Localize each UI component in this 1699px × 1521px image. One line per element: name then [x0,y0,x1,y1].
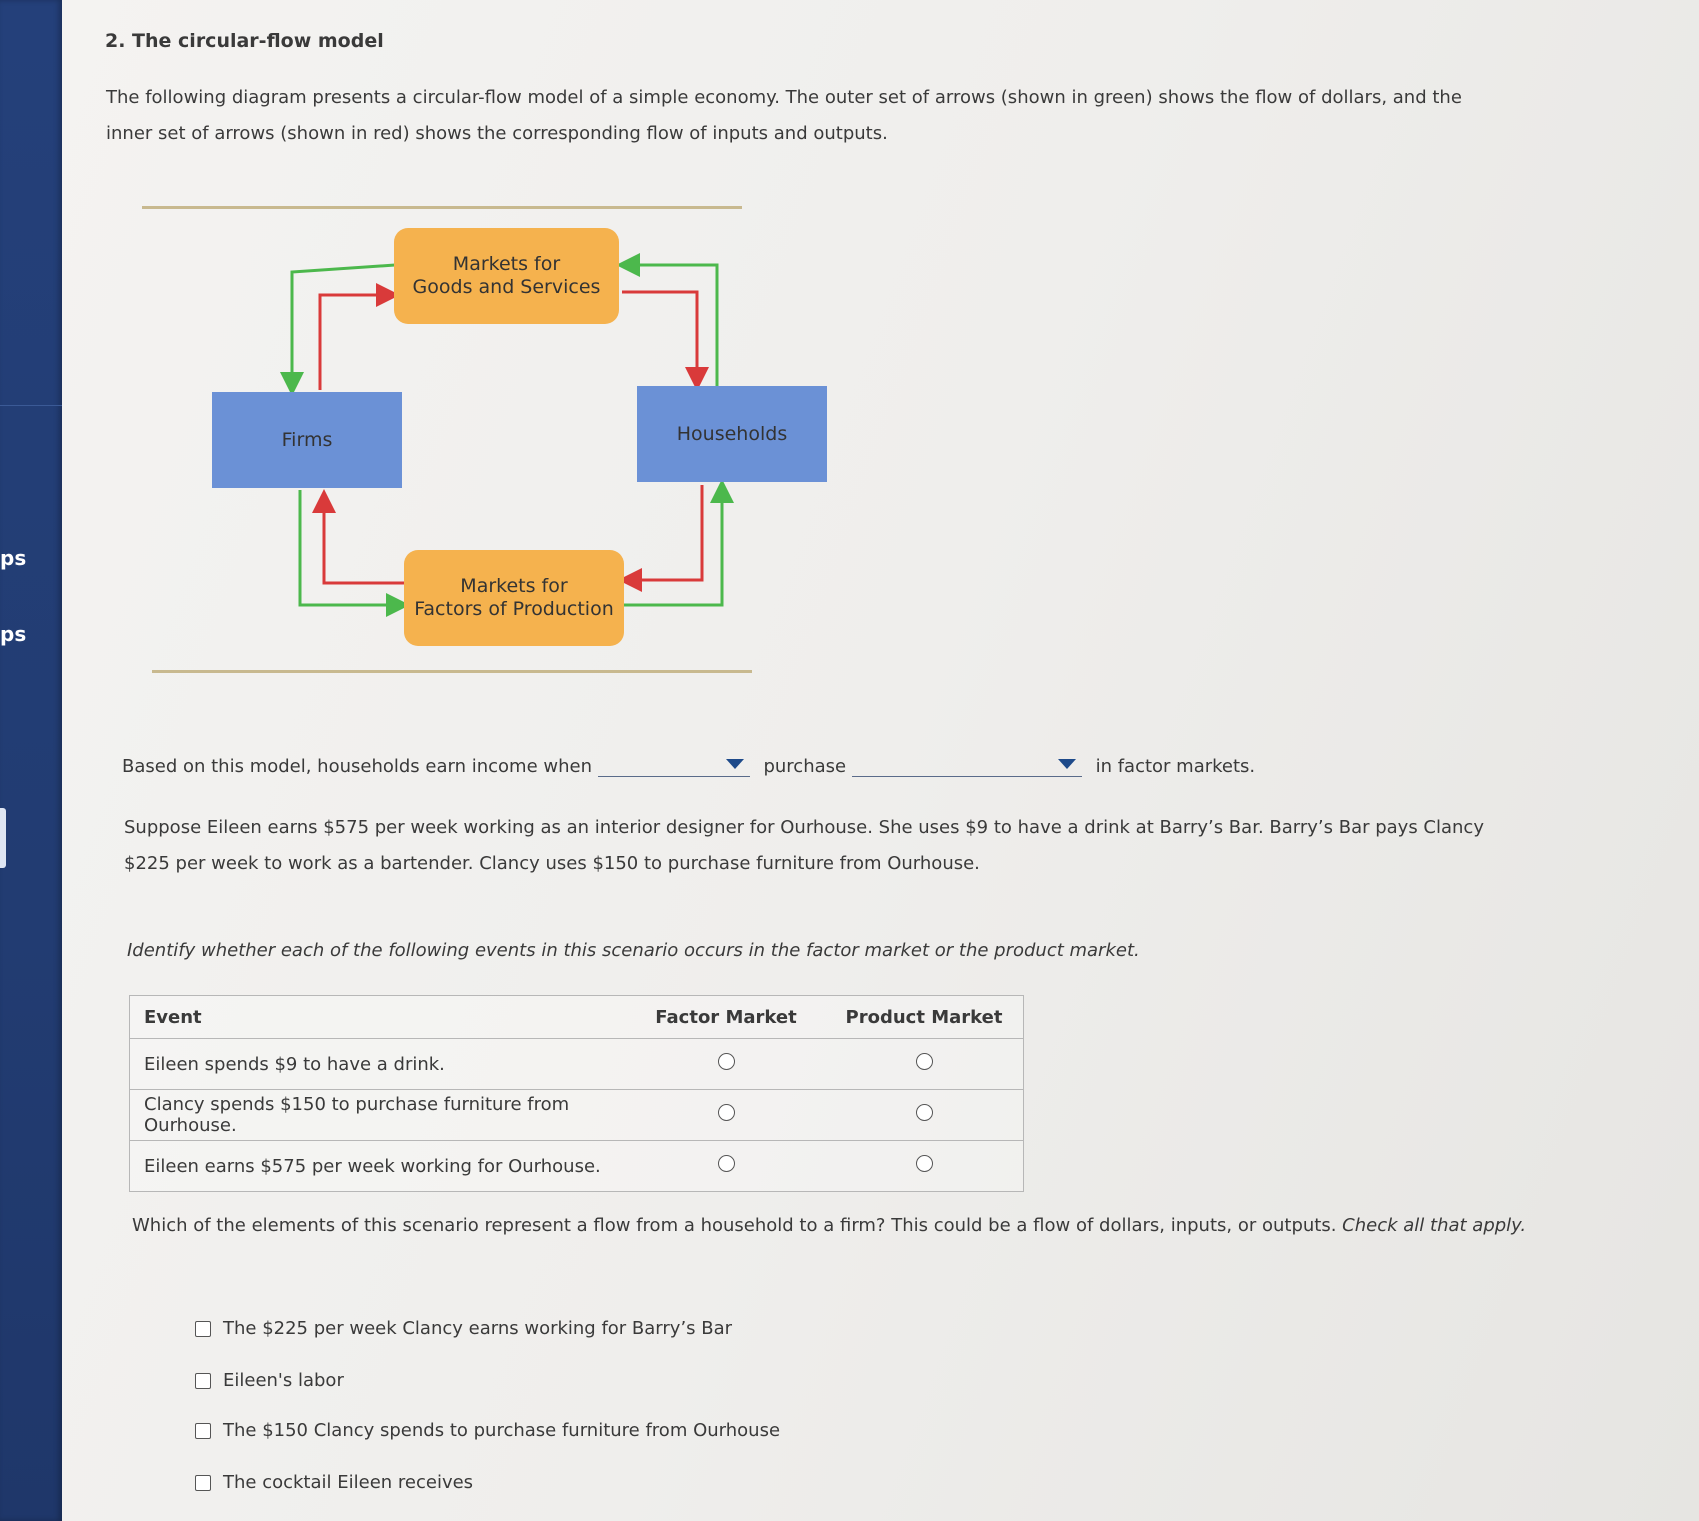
firms-box [212,392,402,488]
dollar-flow-arrow [292,265,395,390]
table-row [130,1141,1024,1192]
product-market-radio[interactable] [916,1053,933,1070]
checkbox[interactable] [195,1373,211,1389]
goods-flow-arrow [622,292,697,385]
flow-question-text: Which of the elements of this scenario represent a flow from a household to a firm? This could be a flow of dollars, inputs, or outputs. [132,1215,1337,1236]
header-event: Event [144,1006,202,1028]
dollar-flow-arrow [612,485,722,605]
factor-dropdown[interactable] [852,750,1082,777]
checkbox[interactable] [195,1423,211,1439]
sidebar-label[interactable]: ps [0,546,27,570]
goods-market-line2: Goods and Services [412,276,601,298]
flow-question [132,1208,1552,1244]
event-text: Eileen earns $575 per week working for Ourhouse. [130,1141,628,1192]
checkbox[interactable] [195,1475,211,1491]
factor-market-radio[interactable] [718,1053,735,1070]
chevron-down-icon [1058,759,1076,769]
option-label: The $150 Clancy spends to purchase furniture from Ourhouse [223,1420,781,1441]
question-page [62,0,1699,1521]
table-header [130,996,1024,1039]
option-label: Eileen's labor [223,1370,344,1391]
goods-market-line1: Markets for [452,253,561,275]
checkbox-option[interactable] [195,1472,473,1493]
product-market-radio[interactable] [916,1104,933,1121]
scenario-text: Suppose Eileen earns $575 per week working as an interior designer for Ourhouse. She uses $9 to have a drink at Barry’s Bar. Barry’s Bar pays Clancy $225 per week to work as a bartender. Clancy uses $150 to purchase furniture from Ourhouse. [124,817,1484,874]
factor-market-box [404,550,624,646]
fill-in-sentence [122,750,1255,777]
households-label: Households [676,422,788,445]
goods-services-market-box [394,228,619,324]
goods-flow-arrow [320,295,394,390]
dollar-flow-arrow [300,490,404,605]
factor-market-line2: Factors of Production [414,598,614,620]
option-label: The cocktail Eileen receives [223,1472,474,1493]
income-dropdown[interactable] [598,750,750,777]
checkbox[interactable] [195,1321,211,1337]
factor-market-radio[interactable] [718,1104,735,1121]
identify-instruction: Identify whether each of the following events in this scenario occurs in the factor market or the product market. [127,940,1140,961]
table-row [130,1039,1024,1090]
households-box [637,386,827,482]
question-title: 2. The circular-flow model [105,30,384,52]
circular-flow-diagram [142,200,788,690]
goods-flow-arrow [624,485,702,580]
sidebar-active-indicator [0,808,6,868]
factor-market-line1: Markets for [460,575,568,597]
factor-market-radio[interactable] [718,1155,735,1172]
sentence-suffix: in factor markets. [1095,756,1256,777]
intro-text: The following diagram presents a circular-flow model of a simple economy. The outer set of arrows (shown in green) shows the flow of dollars, and the inner set of arrows (shown in red) shows the corresponding flow of inputs and outputs. [106,87,1462,144]
dollar-flow-arrow [622,265,717,390]
goods-flow-arrow [324,495,404,583]
checkbox-option[interactable] [195,1420,780,1441]
sentence-prefix: Based on this model, households earn income when [122,756,592,777]
product-market-radio[interactable] [916,1155,933,1172]
header-factor-market: Factor Market [655,1006,797,1028]
sidebar-label[interactable]: ps [0,622,27,646]
chevron-down-icon [726,759,744,769]
checkbox-option[interactable] [195,1318,732,1339]
header-product-market: Product Market [845,1006,1003,1028]
option-label: The $225 per week Clancy earns working for Barry’s Bar [223,1318,733,1339]
market-classification-table [129,995,1024,1192]
event-text: Clancy spends $150 to purchase furniture from Ourhouse. [130,1090,628,1141]
table-row [130,1090,1024,1141]
sentence-middle: purchase [763,756,847,777]
event-text: Eileen spends $9 to have a drink. [130,1039,628,1090]
left-sidebar [0,0,62,1521]
sidebar-divider [0,405,62,406]
firms-label: Firms [281,428,333,451]
checkbox-option[interactable] [195,1370,344,1391]
flow-question-instruction: Check all that apply. [1342,1215,1527,1236]
